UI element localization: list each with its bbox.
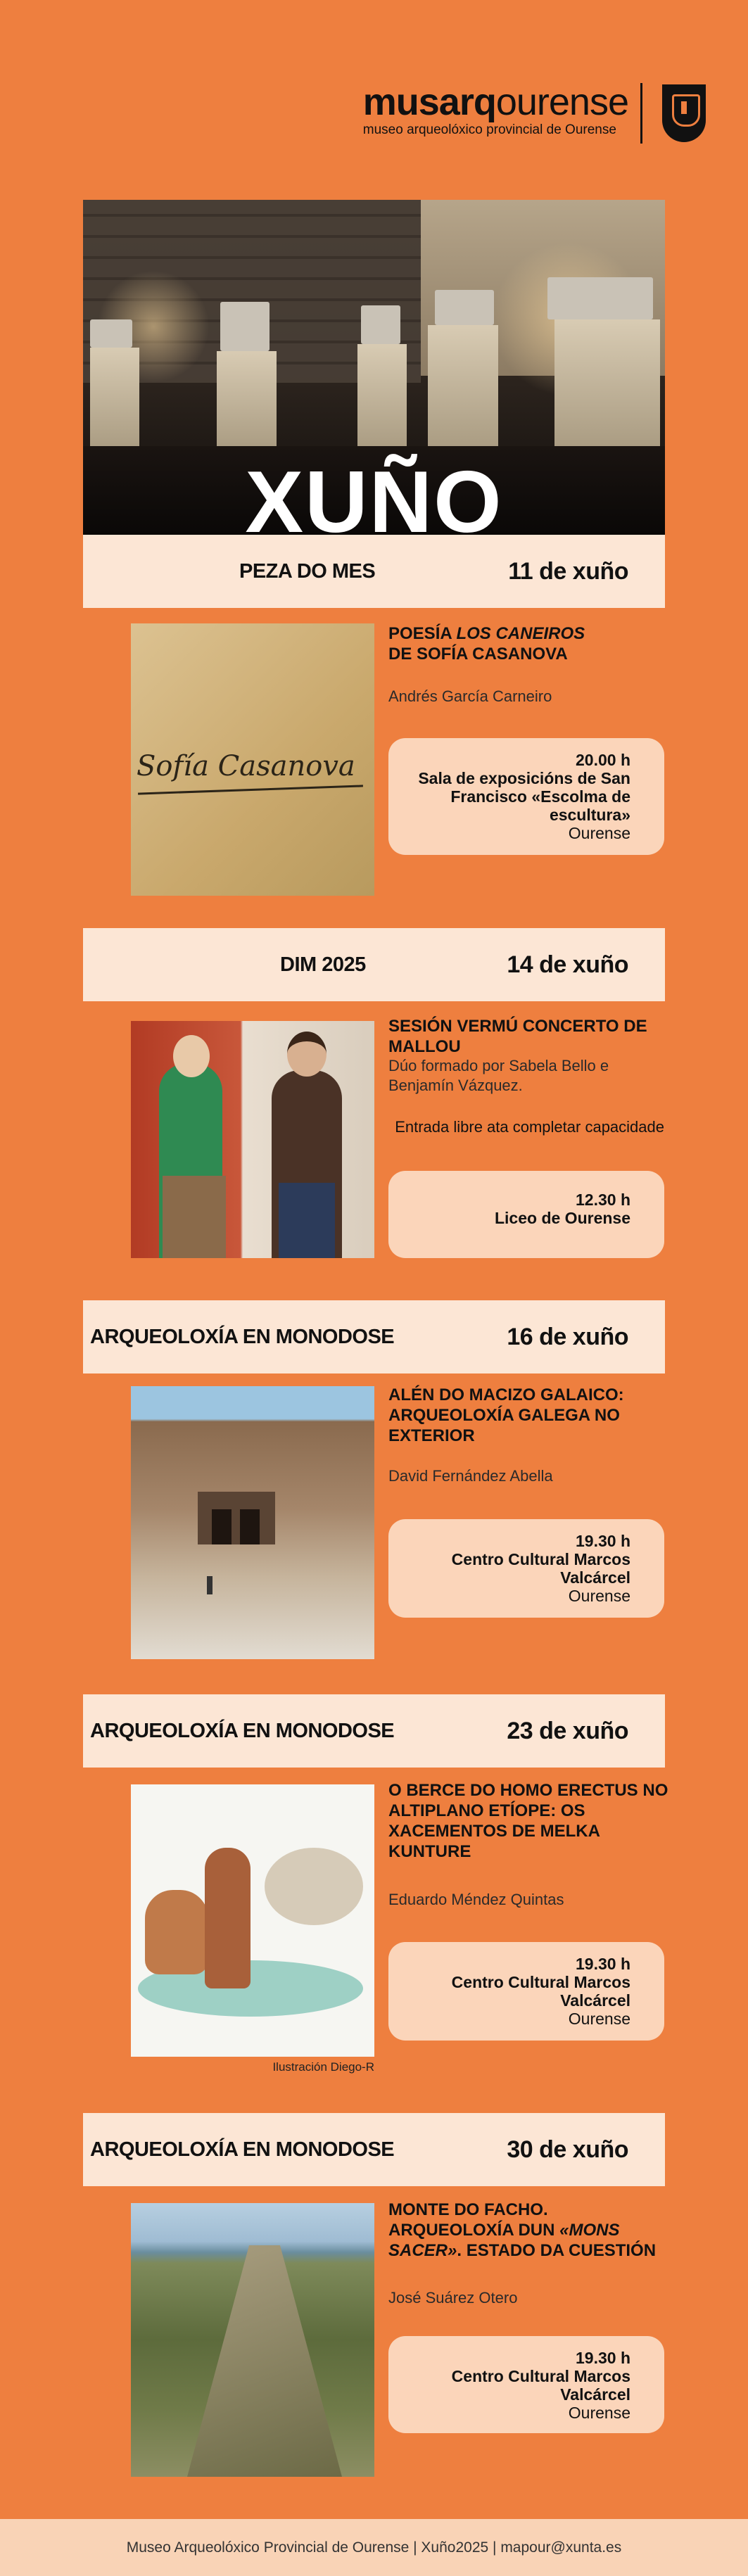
sculpture: [90, 319, 132, 348]
tomb-door: [212, 1509, 232, 1544]
event-description: Dúo formado por Sabela Bello e Benjamín Vázquez.: [388, 1057, 609, 1094]
performer-right-face: [287, 1032, 327, 1077]
event-time: 20.00 h: [576, 751, 630, 769]
event-category: ARQUEOLOXÍA EN MONODOSE: [90, 1719, 395, 1742]
event-info-card: [388, 738, 664, 855]
tree-illustration: [265, 1848, 363, 1925]
event-venue: Centro Cultural Marcos Valcárcel: [451, 1550, 630, 1587]
performer-right-jeans: [279, 1183, 335, 1258]
event-time: 12.30 h: [576, 1191, 630, 1209]
museum-logo[interactable]: [363, 83, 628, 138]
hero-image: [83, 200, 665, 535]
event-time: 19.30 h: [576, 1955, 630, 1973]
event-date: 30 de xuño: [507, 2136, 628, 2163]
archaeological-site-photo: [131, 1386, 374, 1659]
event-category: DIM 2025: [280, 953, 366, 976]
event-header-bar: [83, 535, 665, 608]
handwritten-signature: Sofía Casanova: [137, 750, 355, 782]
brand-name: musarqourense: [362, 81, 628, 123]
event-header-bar: [83, 2113, 665, 2186]
rock-cut-tomb: [198, 1492, 275, 1544]
manuscript-image: [131, 623, 374, 896]
sculpture: [435, 290, 494, 325]
pedestal: [90, 348, 139, 453]
pedestal: [428, 325, 498, 453]
performer-left-face: [173, 1035, 210, 1077]
performer-left-skirt: [163, 1176, 226, 1258]
event-venue: Centro Cultural Marcos Valcárcel: [451, 1973, 630, 2010]
illustration-credit: Ilustración Diego-R: [272, 2060, 374, 2074]
event-date: 16 de xuño: [507, 1323, 628, 1350]
event-venue: Liceo de Ourense: [494, 1209, 630, 1227]
event-city: Ourense: [568, 2404, 630, 2422]
event-info-card: [388, 1171, 664, 1258]
hominin-seated: [145, 1890, 208, 1974]
tomb-door: [240, 1509, 260, 1544]
event-author: José Suárez Otero: [388, 2289, 518, 2307]
event-header-bar: [83, 1694, 665, 1768]
event-title: O BERCE DO HOMO ERECTUS NO ALTIPLANO ETÍOPE: OS XACEMENTOS DE MELKA KUNTURE: [388, 1781, 668, 1861]
xunta-crest-icon: [662, 84, 706, 142]
page-header: [0, 0, 748, 183]
event-date: 11 de xuño: [508, 557, 628, 585]
event-note: Entrada libre ata completar capacidade: [395, 1118, 664, 1136]
sculpture: [220, 302, 270, 351]
event-city: Ourense: [568, 2010, 630, 2028]
event-header-bar: [83, 1300, 665, 1373]
event-category: ARQUEOLOXÍA EN MONODOSE: [90, 1325, 395, 1348]
pedestal: [357, 344, 407, 453]
musicians-photo: [131, 1021, 374, 1258]
event-title: SESIÓN VERMÚ CONCERTO DE MALLOU: [388, 1017, 647, 1056]
event-date: 23 de xuño: [507, 1717, 628, 1744]
event-city: Ourense: [568, 824, 630, 842]
event-title: POESÍA LOS CANEIROS DE SOFÍA CASANOVA: [388, 624, 585, 664]
event-header-bar: [83, 928, 665, 1001]
pedestal: [217, 351, 277, 453]
event-author: Eduardo Méndez Quintas: [388, 1891, 564, 1908]
event-info-card: [388, 1942, 664, 2041]
event-time: 19.30 h: [576, 1532, 630, 1550]
event-city: Ourense: [568, 1587, 630, 1605]
coastal-hill-photo: [131, 2203, 374, 2477]
page-footer: [0, 2519, 748, 2576]
footer-text: Museo Arqueolóxico Provincial de Ourense | Xuño2025 | mapour@xunta.es: [126, 2539, 622, 2556]
event-info-card: [388, 1519, 664, 1618]
pedestal: [554, 319, 660, 453]
sculpture: [547, 277, 653, 319]
event-category: ARQUEOLOXÍA EN MONODOSE: [90, 2138, 395, 2161]
event-time: 19.30 h: [576, 2349, 630, 2367]
person-figure: [207, 1576, 213, 1594]
logo-divider: [640, 83, 642, 144]
event-title: MONTE DO FACHO. ARQUEOLOXÍA DUN «MONS SACER». ESTADO DA CUESTIÓN: [388, 2200, 657, 2260]
month-title: XUÑO: [245, 454, 503, 535]
brand-subtitle: museo arqueolóxico provincial de Ourense: [362, 122, 616, 137]
hominin-standing: [205, 1848, 251, 1988]
event-author: Andrés García Carneiro: [388, 687, 552, 705]
event-venue: Centro Cultural Marcos Valcárcel: [451, 2367, 630, 2404]
event-category: PEZA DO MES: [239, 559, 376, 583]
event-author: David Fernández Abella: [388, 1467, 553, 1485]
sculpture: [361, 305, 400, 344]
event-title: ALÉN DO MACIZO GALAICO: ARQUEOLOXÍA GALEGA NO EXTERIOR: [388, 1385, 624, 1445]
event-date: 14 de xuño: [507, 951, 628, 978]
homo-erectus-illustration: [131, 1784, 374, 2057]
event-info-card: [388, 2336, 664, 2433]
hill-ridge: [187, 2245, 342, 2477]
event-venue: Sala de exposicións de San Francisco «Escolma de escultura»: [418, 769, 630, 824]
